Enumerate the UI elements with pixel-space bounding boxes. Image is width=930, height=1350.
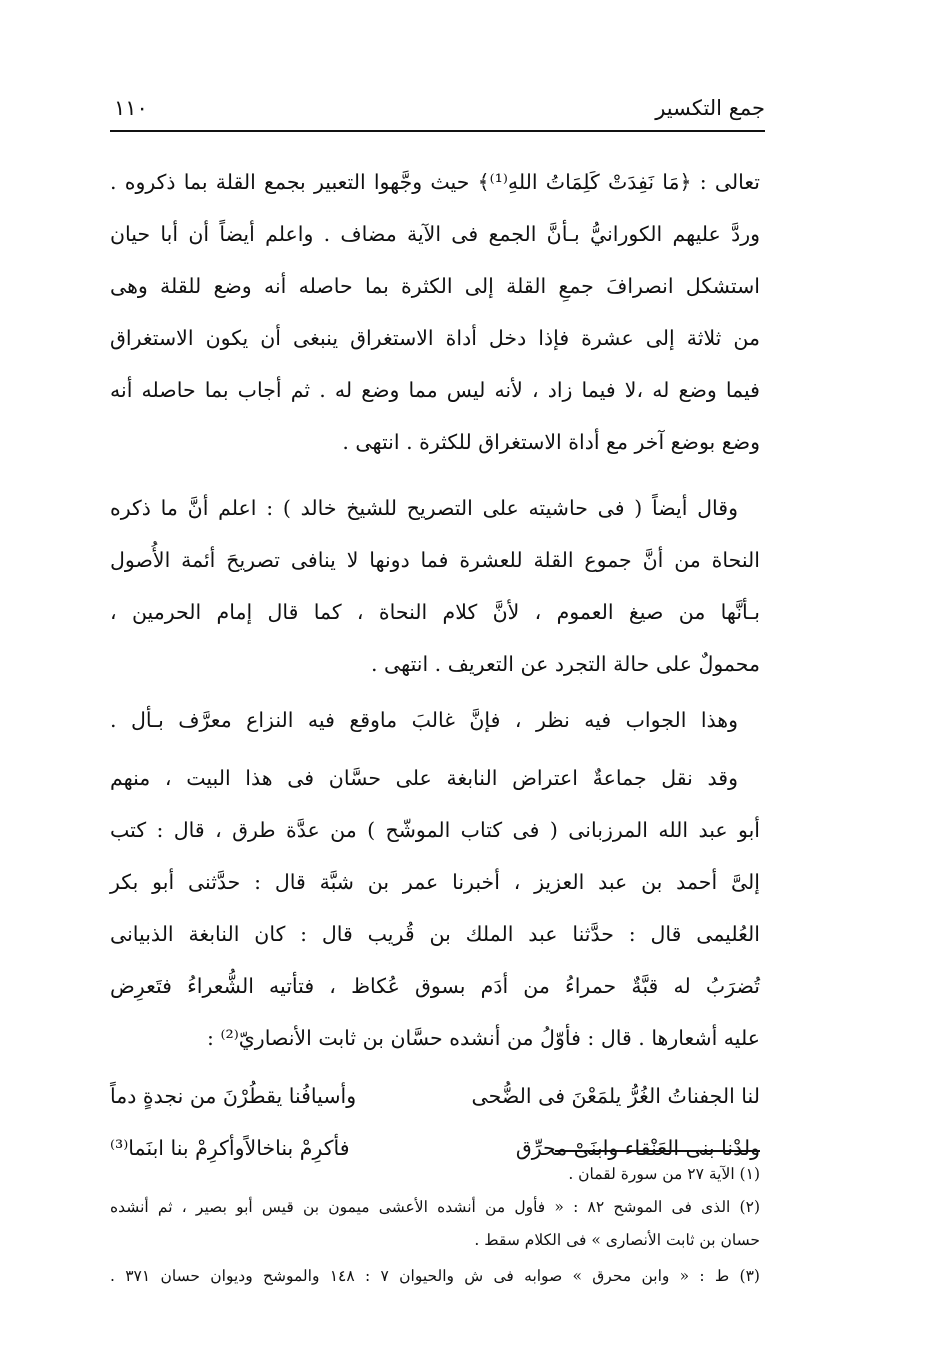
text-line: من ثلاثة إلى عشرة فإذا دخل أداة الاستغراق ينبغى أن يكون الاستغراق xyxy=(110,326,760,350)
verse-2-first-hemistich: ولدْنا بنى العَنْقاء وابنَىْ محرِّق xyxy=(515,1136,760,1160)
text-line: تُضرَبُ له قبَّةٌ حمراءُ من أدَم بسوق عُكاظ ، فتأتيه الشُّعراءُ فتَعرِض xyxy=(110,974,760,998)
footnote-1: (١) الآية ٢٧ من سورة لقمان . xyxy=(568,1165,760,1183)
text-line: وهذا الجواب فيه نظر ، فإنَّ غالبَ ماوقع فيه النزاع معرَّف بـأل . xyxy=(110,708,738,732)
text-line: وقال أيضاً ( فى حاشيته على التصريح للشيخ خالد ) : اعلم أنَّ ما ذكره xyxy=(110,496,738,520)
footnote-3: (٣) ط : « وابن محرق » صوابه فى ش والحيوان ٧ : ١٤٨ والموشح وديوان حسان ٣٧١ . xyxy=(110,1267,760,1285)
text-line: تعالى : ﴿مَا نَفِدَتْ كَلِمَاتُ اللهِ⁽¹⁾﴾ حيث وجَّهوا التعبير بجمع القلة بما ذكروه . xyxy=(110,170,761,194)
text-line: النحاة من أنَّ جموع القلة للعشرة فما دونها لا ينافى تصريحَ أئمة الأُصول xyxy=(110,548,760,572)
text-line: إلىَّ أحمد بن عبد العزيز ، أخبرنا عمر بن شبَّة قال : حدَّثنى أبو بكر xyxy=(110,870,760,894)
page-number: ١١٠ xyxy=(114,96,148,120)
text-line: العُليمى قال : حدَّثنا عبد الملك بن قُريب قال : كان النابغة الذبيانى xyxy=(110,922,760,946)
text-line: وقد نقل جماعةٌ اعتراض النابغة على حسَّان فى هذا البيت ، منهم xyxy=(110,766,738,790)
verse-1-first-hemistich: لنا الجفناتُ الغُرُّ يلمَعْنَ فى الضُّحى xyxy=(471,1084,760,1108)
footnote-2: (٢) الذى فى الموشح ٨٢ : « فأول من أنشده الأعشى ميمون بن قيس أبو بصير ، ثم أنشده xyxy=(110,1198,760,1216)
footnote-2-continuation: حسان بن ثابت الأنصارى » فى الكلام سقط . xyxy=(474,1231,760,1249)
running-title: جمع التكسير xyxy=(655,96,765,120)
verse-1-second-hemistich: وأسيافُنا يقطُرْنَ من نجدةٍ دماً xyxy=(110,1084,357,1108)
text-line: عليه أشعارها . قال : فأوّلُ من أنشده حسَّان بن ثابت الأنصاريّ⁽²⁾ : xyxy=(207,1026,760,1050)
page-header xyxy=(110,96,765,128)
text-line: فيما وضع له ،لا فيما زاد ، لأنه ليس مما وضع له . ثم أجاب بما حاصله أنه xyxy=(110,378,760,402)
verse-2-second-hemistich: فأكرِمْ بناخالاًوأكرِمْ بنا ابنَما⁽³⁾ xyxy=(110,1136,350,1160)
text-line: استشكل انصرافَ جمعِ القلة إلى الكثرة بما حاصله أنه وضع للقلة وهى xyxy=(110,274,760,298)
text-line: أبو عبد الله المرزبانى ( فى كتاب الموشّح ) من عدَّة طرق ، قال : كتب xyxy=(110,818,761,842)
text-line: محمولٌ على حالة التجرد عن التعريف . انتهى . xyxy=(371,652,760,676)
text-line: وضع بوضع آخر مع أداة الاستغراق للكثرة . انتهى . xyxy=(342,430,760,454)
text-line: وردَّ عليهم الكورانيُّ بـأنَّ الجمع فى الآية مضاف . واعلم أيضاً أن أبا حيان xyxy=(110,222,760,246)
text-line: بـأنَّها من صيغ العموم ، لأنَّ كلام النحاة ، كما قال إمام الحرمين ، xyxy=(110,600,760,624)
footnote-rule xyxy=(555,1150,760,1152)
header-rule xyxy=(110,130,765,132)
